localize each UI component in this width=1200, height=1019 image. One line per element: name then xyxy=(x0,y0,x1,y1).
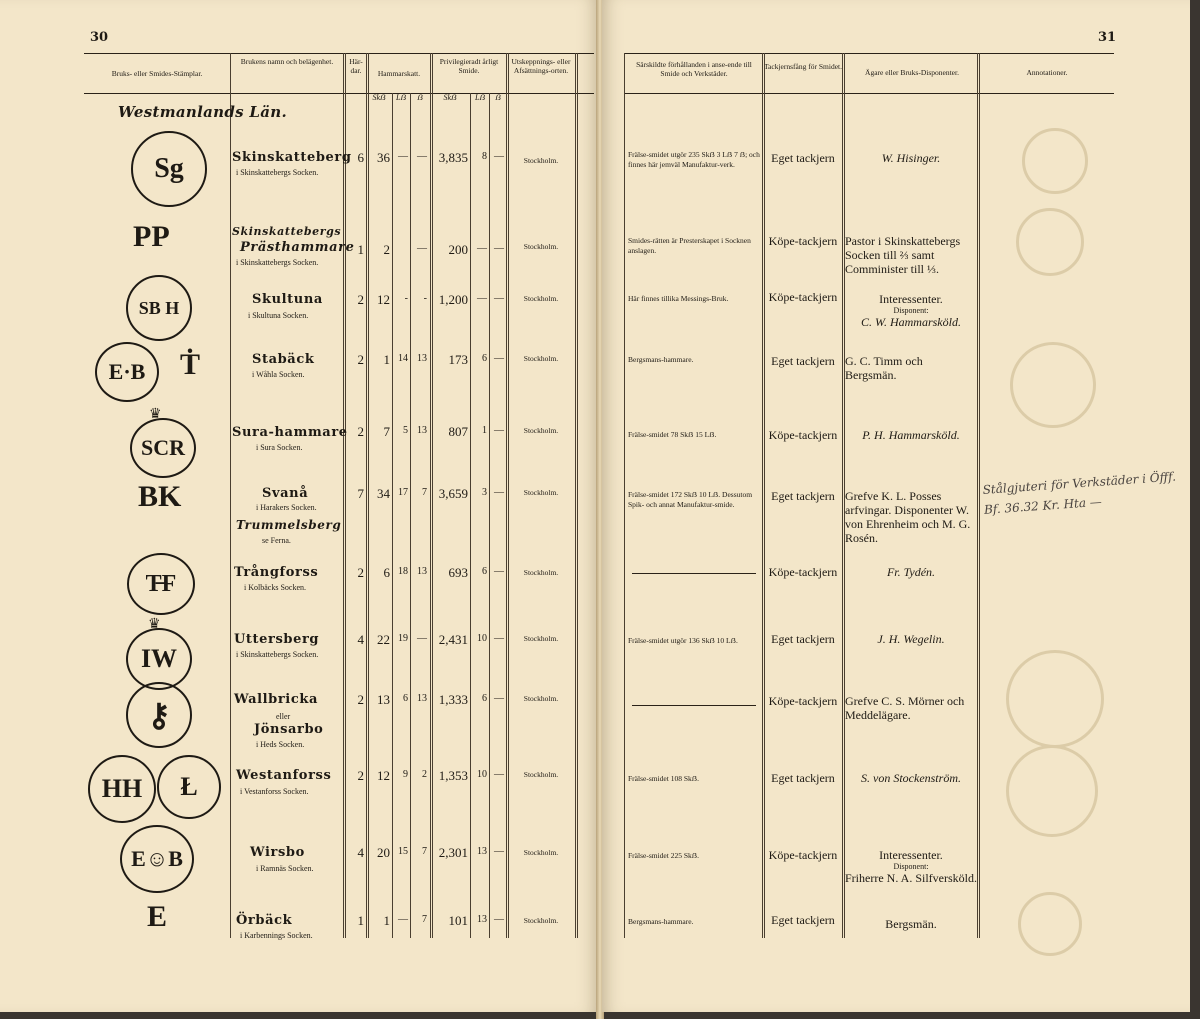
hearths: 1 xyxy=(357,242,364,257)
header-stamps: Bruks- eller Smides-Stämplar. xyxy=(111,69,203,78)
unit-pound: ẞ xyxy=(495,93,501,102)
priv-skepp: 3,835 xyxy=(438,150,468,165)
header-bottom-rule xyxy=(84,93,594,94)
header-privileged: Privilegieradt årligt Smide. xyxy=(439,57,499,75)
priv-skepp: 693 xyxy=(448,565,468,580)
hearths: 6 xyxy=(357,150,364,165)
hammer-skepp: 36 xyxy=(377,150,390,165)
hearths: 2 xyxy=(357,292,364,307)
parish: se Ferna. xyxy=(262,536,291,545)
forge-stamp-secondary: Ṫ xyxy=(180,348,201,381)
hammer-skepp: 6 xyxy=(383,565,390,580)
iron-supply: Köpe-tackjern xyxy=(768,234,838,248)
priv-skepp: 1,200 xyxy=(438,292,468,307)
col-rule xyxy=(624,53,625,938)
special-conditions: Frälse-smidet 225 Skẞ. xyxy=(628,851,699,860)
forge-stamp: SCR xyxy=(130,418,196,478)
blank-rule xyxy=(632,573,756,574)
hammer-lisp: — xyxy=(398,914,408,925)
left-page xyxy=(0,0,600,1012)
priv-pound: — xyxy=(494,487,504,498)
export-place: Stockholm. xyxy=(523,770,559,779)
priv-skepp: 101 xyxy=(448,913,468,928)
parish: i Kolbäcks Socken. xyxy=(244,583,306,592)
owner-sub: Disponent: xyxy=(893,306,929,315)
priv-lisp: 10 xyxy=(477,769,487,780)
hammer-lisp: 6 xyxy=(403,693,408,704)
special-conditions: Frälse-smidet utgör 235 Skẞ 3 Lẞ 7 ẞ; och finnes här jemväl Manufaktur-verk. xyxy=(628,150,760,169)
owner: S. von Stockenström. xyxy=(861,771,961,785)
works-name: Westanforss xyxy=(236,768,332,783)
parish: i Harakers Socken. xyxy=(256,503,317,512)
owner-group xyxy=(845,848,977,885)
priv-lisp: 3 xyxy=(482,487,487,498)
parish: i Wåhla Socken. xyxy=(252,370,305,379)
parish: i Skultuna Socken. xyxy=(248,311,309,320)
hammer-lisp: 17 xyxy=(398,487,408,498)
crown-icon: ♛ xyxy=(148,616,161,632)
export-place: Stockholm. xyxy=(523,426,559,435)
hearths: 4 xyxy=(357,845,364,860)
owner: Interessenter. xyxy=(879,292,943,306)
hammer-pound: — xyxy=(417,633,427,644)
iron-supply: Eget tackjern xyxy=(771,354,835,368)
page-number-right: 31 xyxy=(1098,30,1117,45)
iron-supply: Köpe-tackjern xyxy=(768,565,838,579)
header-export: Utskeppnings- eller Afsättnings-orten. xyxy=(511,57,571,75)
priv-pound: — xyxy=(494,425,504,436)
parish: i Sura Socken. xyxy=(256,443,303,452)
priv-pound: — xyxy=(494,151,504,162)
hammer-lisp: 5 xyxy=(403,425,408,436)
hammer-pound: 13 xyxy=(417,566,427,577)
parish: i Skinskattebergs Socken. xyxy=(236,650,319,659)
forge-stamp: E·B xyxy=(95,342,159,402)
hammer-skepp: 2 xyxy=(383,242,390,257)
works-name: Örbäck xyxy=(236,913,293,928)
parish: i Skinskattebergs Socken. xyxy=(236,258,319,267)
bleed-through-mark xyxy=(1006,745,1098,837)
col-rule xyxy=(470,93,471,938)
iron-supply: Köpe-tackjern xyxy=(768,290,838,304)
header-owner: Ägare eller Bruks-Disponenter. xyxy=(865,68,959,77)
hearths: 7 xyxy=(357,486,364,501)
forge-stamp: SB H xyxy=(126,275,192,341)
col-rule xyxy=(410,93,411,938)
parish: i Vestanforss Socken. xyxy=(240,787,309,796)
works-name: Wirsbo xyxy=(250,845,305,860)
hearths: 4 xyxy=(357,632,364,647)
col-rule xyxy=(230,53,231,938)
hearths: 2 xyxy=(357,424,364,439)
hammer-pound: - xyxy=(423,293,427,304)
works-name: Wallbricka xyxy=(234,692,318,707)
owner: Pastor i Skinskattebergs Socken till ⅔ samt Comminister till ⅓. xyxy=(845,234,961,276)
crown-icon: ♛ xyxy=(149,406,162,422)
hammer-pound: 13 xyxy=(417,693,427,704)
iron-supply: Eget tackjern xyxy=(771,151,835,165)
works-name: Trummelsberg xyxy=(236,518,342,532)
hammer-pound: 13 xyxy=(417,425,427,436)
parish: i Skinskattebergs Socken. xyxy=(236,168,319,177)
priv-lisp: 6 xyxy=(482,353,487,364)
forge-stamp: T̶F xyxy=(127,553,195,615)
owner: W. Hisinger. xyxy=(881,151,941,165)
export-place: Stockholm. xyxy=(523,568,559,577)
iron-supply: Eget tackjern xyxy=(771,489,835,503)
priv-pound: — xyxy=(494,243,504,254)
hammer-lisp: - xyxy=(404,293,408,304)
export-place: Stockholm. xyxy=(523,694,559,703)
priv-lisp: 10 xyxy=(477,633,487,644)
owner-disponent: Friherre N. A. Silfversköld. xyxy=(845,871,977,885)
owner-disponent: C. W. Hammarsköld. xyxy=(861,315,961,329)
priv-skepp: 200 xyxy=(448,242,468,257)
header-name: Brukens namn och belägenhet. xyxy=(240,57,334,66)
export-place: Stockholm. xyxy=(523,488,559,497)
iron-supply: Eget tackjern xyxy=(771,632,835,646)
handwritten-annotation: Stålgjuteri för Verkstäder i Öfff. Bf. 36.32 Kr. Hta — xyxy=(982,469,1177,517)
page-number-left: 30 xyxy=(90,30,109,45)
col-rule xyxy=(489,93,490,938)
bleed-through-mark xyxy=(1006,650,1104,748)
iron-supply: Köpe-tackjern xyxy=(768,428,838,442)
hammer-lisp: — xyxy=(398,151,408,162)
col-rule xyxy=(392,93,393,938)
hammer-pound: 7 xyxy=(422,487,427,498)
hearths: 2 xyxy=(357,768,364,783)
iron-supply: Eget tackjern xyxy=(771,771,835,785)
header-iron-supply: Tackjernsfång för Smidet. xyxy=(764,62,842,71)
header-annotations: Annotationer. xyxy=(1026,68,1068,77)
owner-sub: Disponent: xyxy=(893,862,929,871)
owner: Grefve K. L. Posses arfvingar. Disponenter W. von Ehrenheim och M. G. Rosén. xyxy=(845,489,971,545)
hammer-pound: 13 xyxy=(417,353,427,364)
hearths: 2 xyxy=(357,352,364,367)
priv-lisp: 13 xyxy=(477,846,487,857)
priv-skepp: 2,431 xyxy=(438,632,468,647)
hammer-lisp: — xyxy=(417,243,427,254)
hammer-skepp: 12 xyxy=(377,292,390,307)
priv-pound: — xyxy=(494,914,504,925)
unit-lisp: Lẞ xyxy=(475,93,485,102)
forge-stamp: PP xyxy=(133,220,170,253)
owner-group xyxy=(845,292,977,329)
priv-pound: — xyxy=(494,293,504,304)
unit-skepp: Skẞ xyxy=(372,93,386,102)
priv-lisp: 13 xyxy=(477,914,487,925)
owner: G. C. Timm och Bergsmän. xyxy=(845,354,923,382)
hearths: 2 xyxy=(357,692,364,707)
priv-skepp: 807 xyxy=(448,424,468,439)
header-hammer-tax: Hammarskatt. xyxy=(377,69,421,78)
works-name: Jönsarbo xyxy=(254,722,324,737)
priv-pound: — xyxy=(494,566,504,577)
parish: i Heds Socken. xyxy=(256,740,305,749)
iron-supply: Köpe-tackjern xyxy=(768,694,838,708)
works-name: Trångforss xyxy=(234,565,319,580)
works-name: Uttersberg xyxy=(234,632,320,647)
header-top-rule xyxy=(84,53,594,54)
hearths: 1 xyxy=(357,913,364,928)
priv-pound: — xyxy=(494,633,504,644)
hammer-lisp: 18 xyxy=(398,566,408,577)
county-heading: Westmanlands Län. xyxy=(118,103,288,121)
forge-stamp: E☺B xyxy=(120,825,194,893)
hearths: 2 xyxy=(357,565,364,580)
header-top-rule xyxy=(624,53,1114,54)
special-conditions: Här finnes tillika Messings-Bruk. xyxy=(628,294,729,303)
hammer-pound: 7 xyxy=(422,846,427,857)
priv-skepp: 173 xyxy=(448,352,468,367)
col-rule xyxy=(977,53,980,938)
header-conditions: Särskildte förhållanden i anse-ende till Smide och Verkstäder. xyxy=(636,60,752,78)
works-name: Sura-hammare xyxy=(232,425,348,440)
key-stamp-icon: ⚷ xyxy=(126,682,192,748)
special-conditions: Frälse-smidet 108 Skẞ. xyxy=(628,774,699,783)
parish: i Ramnäs Socken. xyxy=(256,864,314,873)
works-name: Prästhammare xyxy=(240,240,355,255)
works-name-or: eller xyxy=(276,712,291,721)
export-place: Stockholm. xyxy=(523,242,559,251)
priv-lisp: 1 xyxy=(482,425,487,436)
priv-pound: — xyxy=(494,846,504,857)
special-conditions: Bergsmans-hammare. xyxy=(628,917,694,926)
priv-skepp: 3,659 xyxy=(438,486,468,501)
unit-pound: ẞ xyxy=(417,93,423,102)
hammer-pound: — xyxy=(417,151,427,162)
hammer-lisp: 9 xyxy=(403,769,408,780)
works-name: Skinskattebergs xyxy=(232,225,342,238)
hammer-lisp: 19 xyxy=(398,633,408,644)
blank-rule xyxy=(632,705,756,706)
hammer-skepp: 34 xyxy=(377,486,390,501)
iron-supply: Köpe-tackjern xyxy=(768,848,838,862)
hammer-skepp: 20 xyxy=(377,845,390,860)
hammer-skepp: 1 xyxy=(383,352,390,367)
priv-lisp: — xyxy=(477,293,487,304)
priv-skepp: 1,353 xyxy=(438,768,468,783)
hammer-lisp: 15 xyxy=(398,846,408,857)
hammer-skepp: 22 xyxy=(377,632,390,647)
header-bottom-rule xyxy=(624,93,1114,94)
owner: Fr. Tydén. xyxy=(886,565,936,579)
unit-skepp: Skẞ xyxy=(443,93,457,102)
hammer-skepp: 7 xyxy=(383,424,390,439)
unit-lisp: Lẞ xyxy=(396,93,406,102)
priv-lisp: 6 xyxy=(482,693,487,704)
special-conditions: Smides-rätten är Presterskapet i Socknen anslagen. xyxy=(628,236,751,255)
owner: P. H. Hammarsköld. xyxy=(862,428,960,442)
priv-skepp: 2,301 xyxy=(438,845,468,860)
bleed-through-mark xyxy=(1018,892,1082,956)
works-name: Skinskatteberg xyxy=(232,150,352,165)
forge-stamp: HH xyxy=(88,755,156,823)
forge-stamp: IW xyxy=(126,628,192,690)
forge-stamp: BK xyxy=(138,480,182,513)
export-place: Stockholm. xyxy=(523,634,559,643)
bleed-through-mark xyxy=(1010,342,1096,428)
hammer-skepp: 13 xyxy=(377,692,390,707)
owner: Grefve C. S. Mörner och Meddelägare. xyxy=(845,694,965,722)
works-name: Stabäck xyxy=(252,352,315,367)
works-name: Svanå xyxy=(262,486,309,501)
special-conditions: Frälse-smidet 172 Skẞ 10 Lẞ. Dessutom Spik- och annat Manufaktur-smide. xyxy=(628,490,753,509)
forge-stamp-secondary: Ł xyxy=(157,755,221,819)
priv-lisp: — xyxy=(477,243,487,254)
special-conditions: Frälse-smidet utgör 136 Skẞ 10 Lẞ. xyxy=(628,636,738,645)
export-place: Stockholm. xyxy=(523,156,559,165)
owner: Bergsmän. xyxy=(885,917,937,931)
forge-stamp: Sg xyxy=(131,131,207,207)
export-place: Stockholm. xyxy=(523,848,559,857)
export-place: Stockholm. xyxy=(523,294,559,303)
hammer-lisp: 14 xyxy=(398,353,408,364)
special-conditions: Frälse-smidet 78 Skẞ 15 Lẞ. xyxy=(628,430,717,439)
hammer-skepp: 12 xyxy=(377,768,390,783)
hammer-pound: 2 xyxy=(422,769,427,780)
export-place: Stockholm. xyxy=(523,916,559,925)
hammer-pound: 7 xyxy=(422,914,427,925)
priv-pound: — xyxy=(494,693,504,704)
bleed-through-mark xyxy=(1016,208,1084,276)
hammer-skepp: 1 xyxy=(383,913,390,928)
priv-lisp: 6 xyxy=(482,566,487,577)
header-hearths: Här-dar. xyxy=(349,57,363,75)
works-name: Skultuna xyxy=(252,292,323,307)
parish: i Karbennings Socken. xyxy=(240,931,313,940)
priv-pound: — xyxy=(494,769,504,780)
iron-supply: Eget tackjern xyxy=(771,913,835,927)
owner: Interessenter. xyxy=(879,848,943,862)
priv-pound: — xyxy=(494,353,504,364)
priv-skepp: 1,333 xyxy=(438,692,468,707)
export-place: Stockholm. xyxy=(523,354,559,363)
owner: J. H. Wegelin. xyxy=(877,632,945,646)
special-conditions: Bergsmans-hammare. xyxy=(628,355,694,364)
col-rule xyxy=(575,53,578,938)
forge-stamp: E xyxy=(147,900,168,933)
bleed-through-mark xyxy=(1022,128,1088,194)
priv-lisp: 8 xyxy=(482,151,487,162)
